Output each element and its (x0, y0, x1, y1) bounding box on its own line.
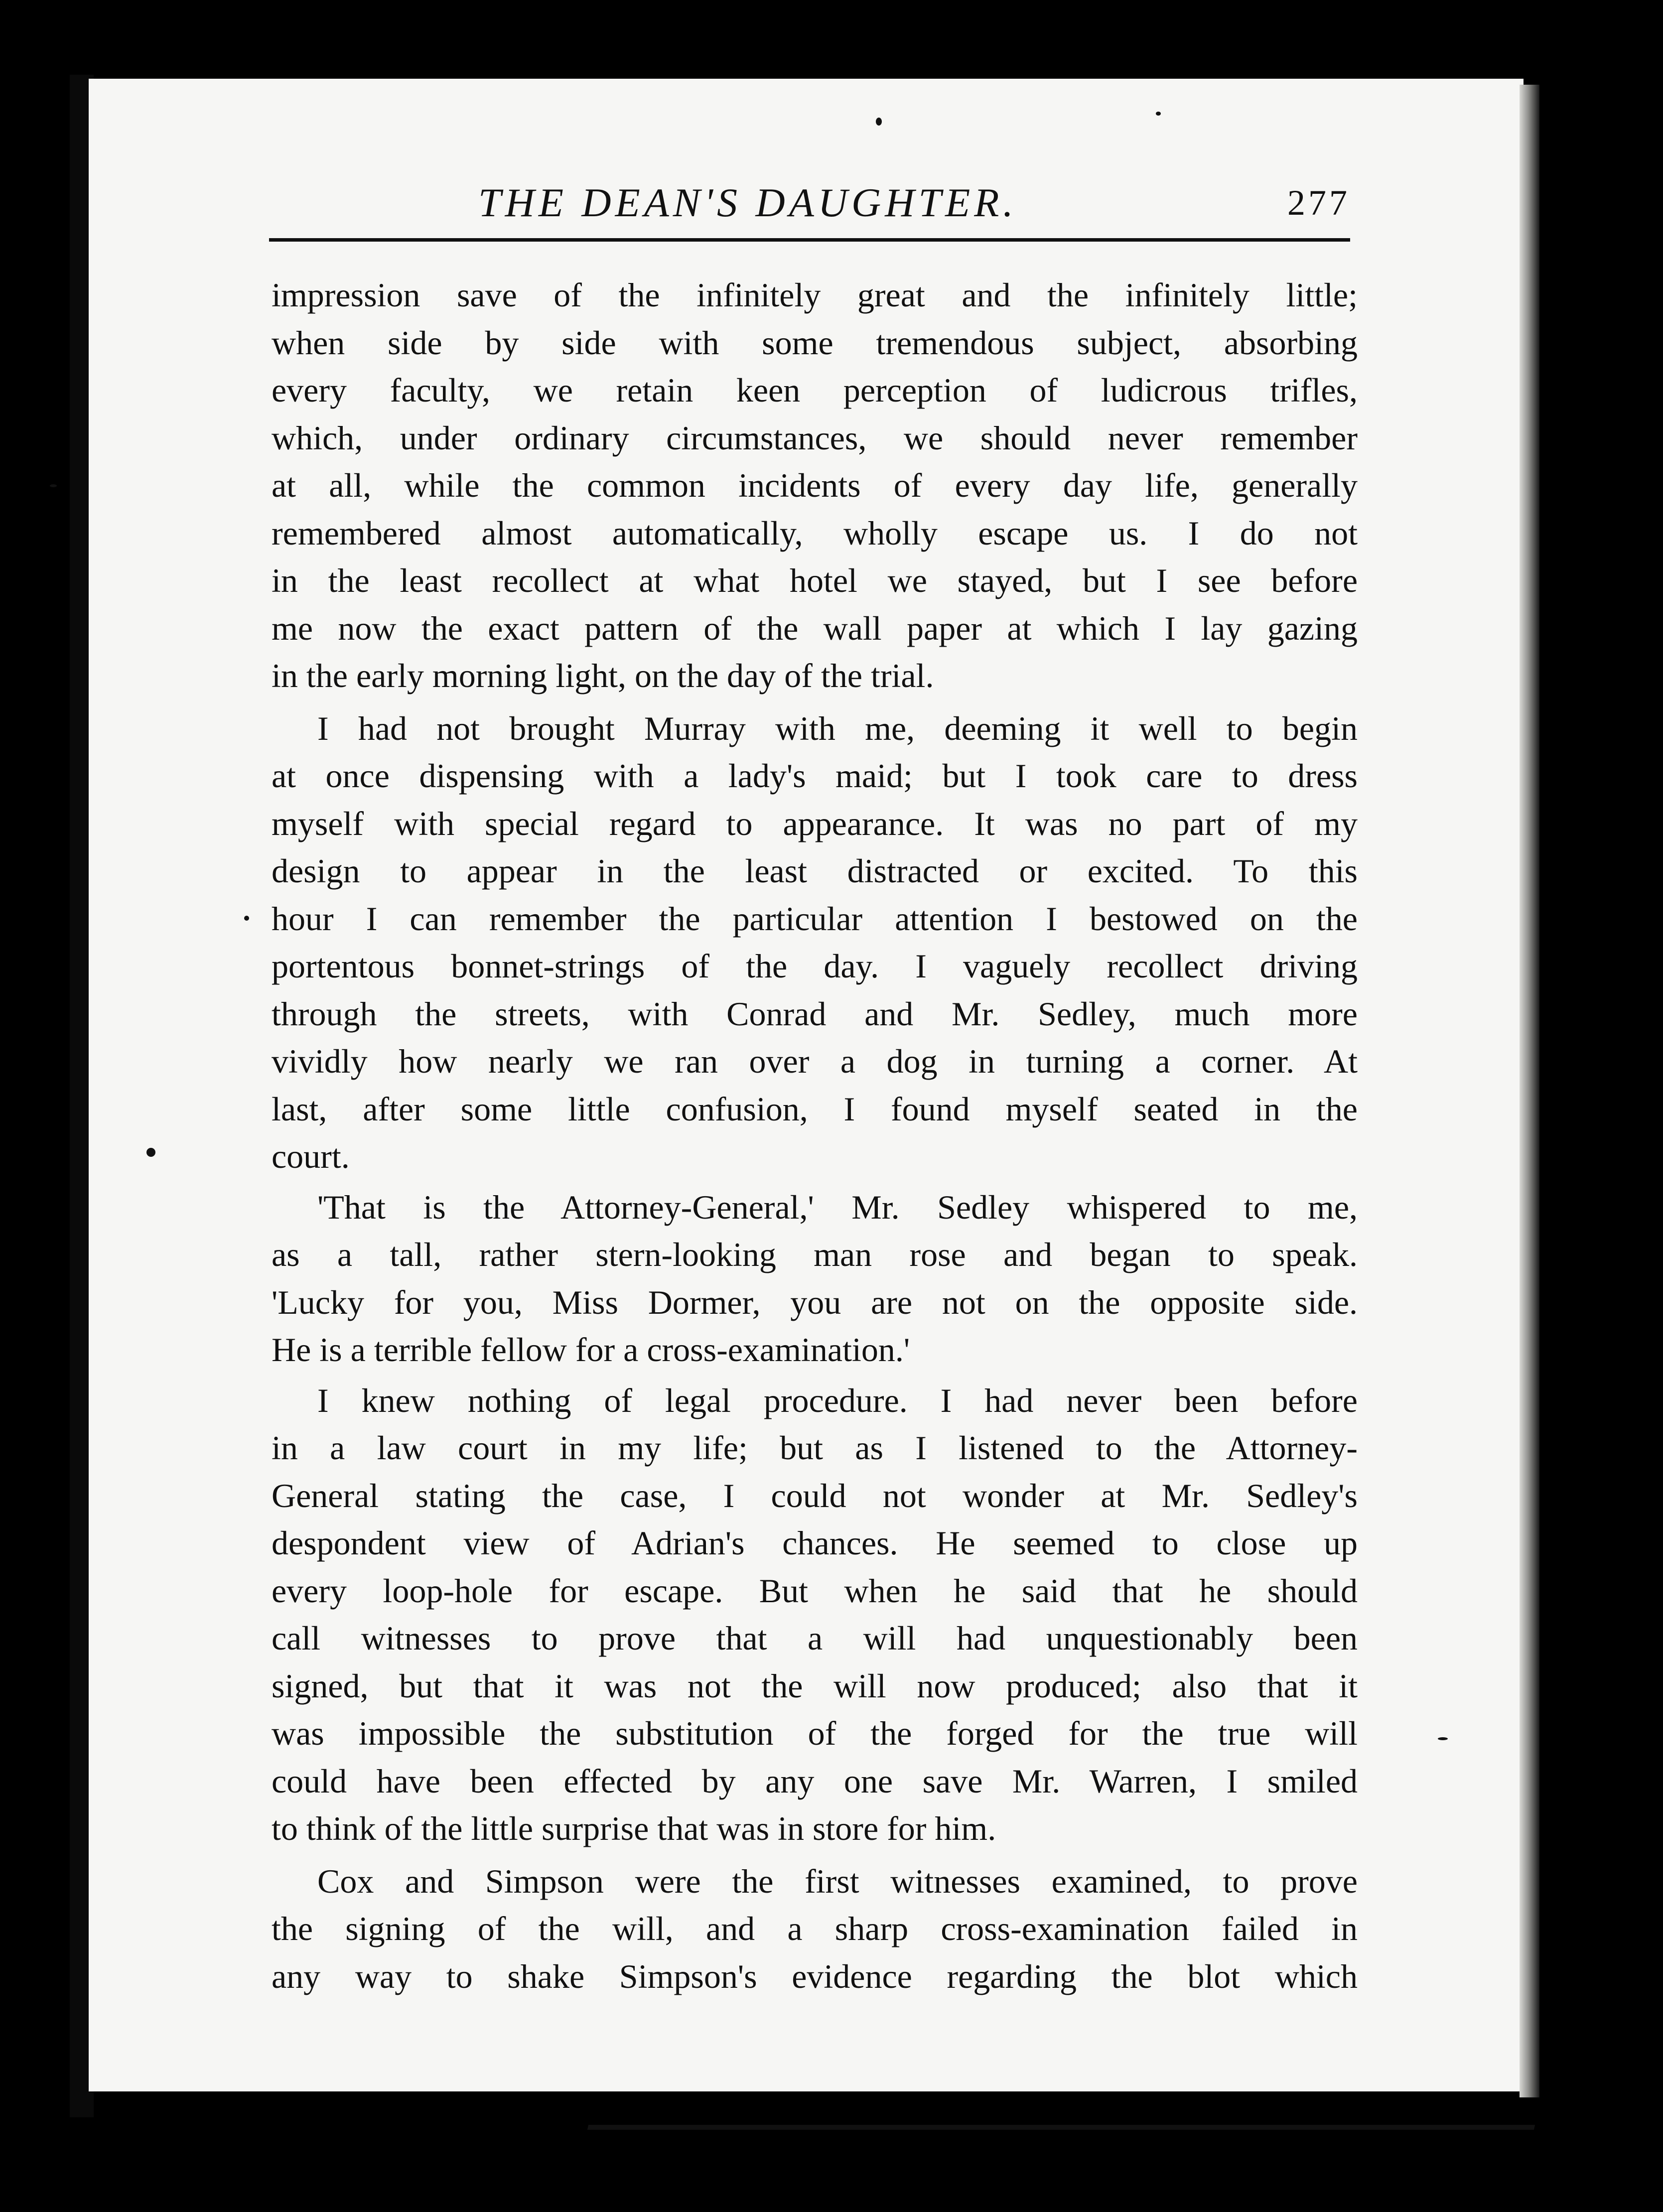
text-line: any way to shake Simpson's evidence regarding the blot which (272, 1957, 1358, 1995)
text-line: portentous bonnet-strings of the day. I vaguely recollect driving (272, 947, 1358, 985)
paragraph (272, 1858, 1358, 2001)
text-line: in the early morning light, on the day of the trial. (272, 657, 934, 694)
paragraph (272, 705, 1358, 1181)
text-line: in the least recollect at what hotel we stayed, but I see before (272, 561, 1358, 599)
text-line: the signing of the will, and a sharp cross-examination failed in (272, 1910, 1358, 1947)
text-line: me now the exact pattern of the wall paper at which I lay gazing (272, 609, 1358, 647)
page-header (269, 179, 1350, 229)
paragraph (272, 1184, 1358, 1374)
text-line: call witnesses to prove that a will had unquestionably been (272, 1619, 1358, 1657)
scan-speck (876, 118, 882, 126)
text-line: as a tall, rather stern-looking man rose and began to speak. (272, 1236, 1358, 1273)
scan-speck (146, 1148, 155, 1157)
text-line: despondent view of Adrian's chances. He seemed to close up (272, 1524, 1358, 1562)
text-line: signed, but that it was not the will now produced; also that it (272, 1666, 1358, 1705)
text-line: vividly how nearly we ran over a dog in turning a corner. At (272, 1042, 1358, 1080)
text-line: which, under ordinary circumstances, we should never remember (272, 418, 1358, 457)
text-line: court. (272, 1137, 350, 1175)
paragraph (272, 272, 1358, 700)
text-line: 'Lucky for you, Miss Dormer, you are not on the opposite side. (272, 1283, 1358, 1321)
text-line: He is a terrible fellow for a cross-examination.' (272, 1331, 910, 1369)
text-line: every faculty, we retain keen perception of ludicrous trifles, (272, 371, 1358, 409)
text-line: General stating the case, I could not wonder at Mr. Sedley's (272, 1476, 1358, 1515)
text-line: Cox and Simpson were the first witnesses examined, to prove (317, 1862, 1358, 1900)
page-number: 277 (1287, 183, 1350, 223)
body-text (272, 272, 1358, 2000)
paragraph (272, 1377, 1358, 1853)
text-line: was impossible the substitution of the forged for the true will (272, 1714, 1358, 1752)
text-line: hour I can remember the particular attention I bestowed on the (272, 899, 1358, 938)
text-line: impression save of the infinitely great and the infinitely little; (272, 276, 1358, 314)
text-line: I knew nothing of legal procedure. I had never been before (317, 1381, 1358, 1419)
text-line: could have been effected by any one save Mr. Warren, I smiled (272, 1762, 1358, 1800)
scan-speck (244, 916, 249, 921)
running-title: THE DEAN'S DAUGHTER. (478, 180, 1017, 225)
text-line: I had not brought Murray with me, deeming it well to begin (317, 709, 1358, 747)
text-line: when side by side with some tremendous subject, absorbing (272, 323, 1358, 362)
page-bottom-edge (587, 2125, 1535, 2130)
text-line: myself with special regard to appearance. It was no part of my (272, 804, 1358, 842)
header-rule (269, 238, 1350, 242)
text-line: in a law court in my life; but as I listened to the Attorney- (272, 1429, 1358, 1467)
scan-speck (1438, 1737, 1448, 1740)
text-line: remembered almost automatically, wholly escape us. I do not (272, 514, 1358, 552)
scan-speck (1156, 112, 1161, 116)
page-edge-right (1520, 85, 1539, 2097)
text-line: through the streets, with Conrad and Mr. Sedley, much more (272, 994, 1358, 1033)
text-line: design to appear in the least distracted or excited. To this (272, 852, 1358, 890)
text-line: at all, while the common incidents of every day life, generally (272, 466, 1358, 504)
text-line: at once dispensing with a lady's maid; but I took care to dress (272, 757, 1358, 795)
text-line: to think of the little surprise that was in store for him. (272, 1809, 996, 1847)
scan-speck (50, 484, 57, 487)
text-line: 'That is the Attorney-General,' Mr. Sedley whispered to me, (317, 1188, 1358, 1226)
text-line: last, after some little confusion, I found myself seated in the (272, 1090, 1358, 1128)
text-line: every loop-hole for escape. But when he said that he should (272, 1571, 1358, 1610)
